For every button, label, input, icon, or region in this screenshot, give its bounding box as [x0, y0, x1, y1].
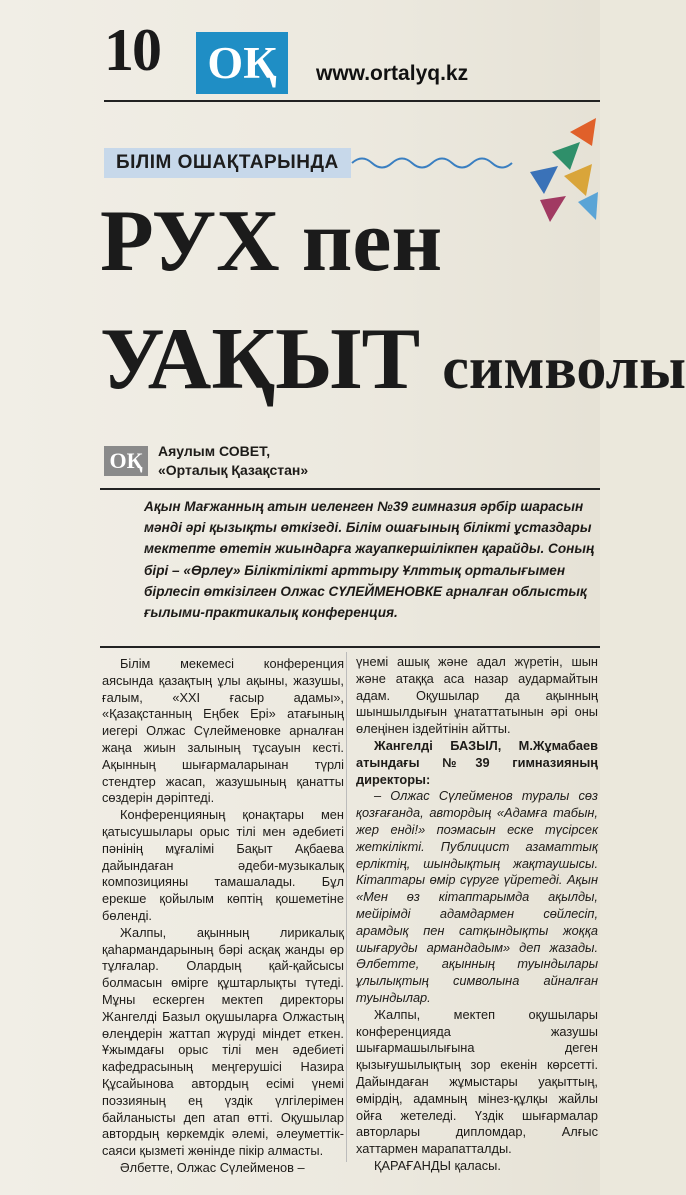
newspaper-logo: OҚ	[196, 32, 288, 94]
paragraph: Әлбетте, Олжас Сүлейменов –	[120, 1159, 305, 1175]
lead-paragraph: Ақын Мағжанның атын иеленген №39 гимназия әрбір шарасын мәнді әрі қызықты өткізеді. Білім ошағының білікті ұстаздары мектепте өтетін жиындарға жауапкершілікпен қарайды. Соның бірі – «Өрлеу» Біліктілікті арттыру Ұлттық орталығымен бірлесіп өткізілген Олжас СҮЛЕЙМЕНОВКЕ арналған облыстық ғылыми-практикалық конференция.	[144, 499, 595, 621]
headline-line-1: РУХ пен	[100, 193, 443, 290]
quote: – Олжас Сүлейменов туралы сөз қозғағанда, автордың «Адамға табын, жер енді!» поэмасын еске түсірсек жеткілікті. Публицист азаматтық ерліктің, шындықтың жақтаушысы. Кітаптары өмір сүруге үйретеді. Ақын «Мен өз кітаптарымда ақылды, мейірімді адамдармен сөйлесіп, арамдық пен сатқындықты жоққа шығаруды армандадым» деп жазады. Әлбетте, ақынның туындылары ұлылықтың символына айналған туындылар.	[356, 788, 598, 1005]
page-number: 10	[104, 17, 160, 83]
paragraph: Конференцияның қонақтары мен қатысушылары орыс тілі мен әдебиеті пәнінің мұғалімі Бақыт Ақбаева дайындаған әдеби-музыкалық композицияны тамашалады. Бұл ерекше қойылым көптің қошеметіне бөленді.	[102, 807, 344, 923]
section-label: БІЛІМ ОШАҚТАРЫНДА	[104, 148, 351, 178]
column-divider	[346, 652, 347, 1162]
paragraph: Жалпы, мектеп оқушылары конференцияда жазушы шығармашылығына деген қызығушылықтың зор екенін көрсетті. Дайындаған жұмыстары уақыттың, өмірдің, адамның мінез-құлқы жайлы ойға жетеледі. Үздік шығармалар авторлары дипломдар, Алғыс хаттармен марапатталды.	[356, 1006, 598, 1157]
column-1	[102, 656, 344, 1177]
lead-rule-bottom	[100, 646, 600, 648]
header-rule	[104, 100, 600, 102]
speaker-name: Жангелді БАЗЫЛ, М.Жұмабаев атындағы №39 гимназияның директоры:	[356, 737, 598, 787]
headline-small-word: символы	[442, 335, 686, 401]
city-signoff: ҚАРАҒАНДЫ қаласы.	[374, 1157, 501, 1173]
headline-line-2	[100, 311, 686, 408]
headline-big-word: УАҚЫТ	[100, 311, 421, 408]
paragraph: Жалпы, ақынның лирикалық қаһармандарының бәрі асқақ жанды өр тұлғалар. Олардың қай-қайсысы болмасын өмірге құштарлықты түтеді. Мұны ескерген мектеп директоры Жангелді Базыл оқушыларға Олжастың өлеңдерін жаттап жүруді міндет еткен. Ұжымдағы орыс тілі мен әдебиеті кафедрасының меңгерушісі Назира Құсайынова автордың есімі үнемі поэзияның ең үздік үлгілерімен байланысты деп атап өтті. Оқушылар автордың көркемдік әлемі, әлеуметтік-саяси қызметі жөнінде пікір алмасты.	[102, 924, 344, 1159]
wave-decoration	[352, 152, 512, 174]
paragraph: Білім мекемесі конференция аясында қазақтың ұлы ақыны, жазушы, ғалым, «XXI ғасыр адамы», «Қазақстанның Еңбек Ері» атағының иегері Олжас Сүлейменовке арналған жаңа жиын залының тұсауын кесті. Ақынның шығармаларынан түрлі стендтер жасап, жазушының қанатты сөздерін дәріптеді.	[102, 656, 344, 806]
author-logo: OҚ	[104, 446, 148, 476]
byline	[158, 442, 308, 480]
author-name: Аяулым СОВЕТ,	[158, 443, 271, 459]
column-2	[356, 654, 598, 1175]
lead-rule-top	[100, 488, 600, 490]
author-publication: «Орталық Қазақстан»	[158, 462, 309, 478]
paragraph: үнемі ашық және адал жүретін, шын және атаққа аса назар аудармайтын адам. Оқушылар да ақынның шыншылдығын ұнататтатынын әрі оны өлеңінен іздейтінін айтты.	[356, 654, 598, 737]
website-url[interactable]: www.ortalyq.kz	[316, 62, 469, 85]
